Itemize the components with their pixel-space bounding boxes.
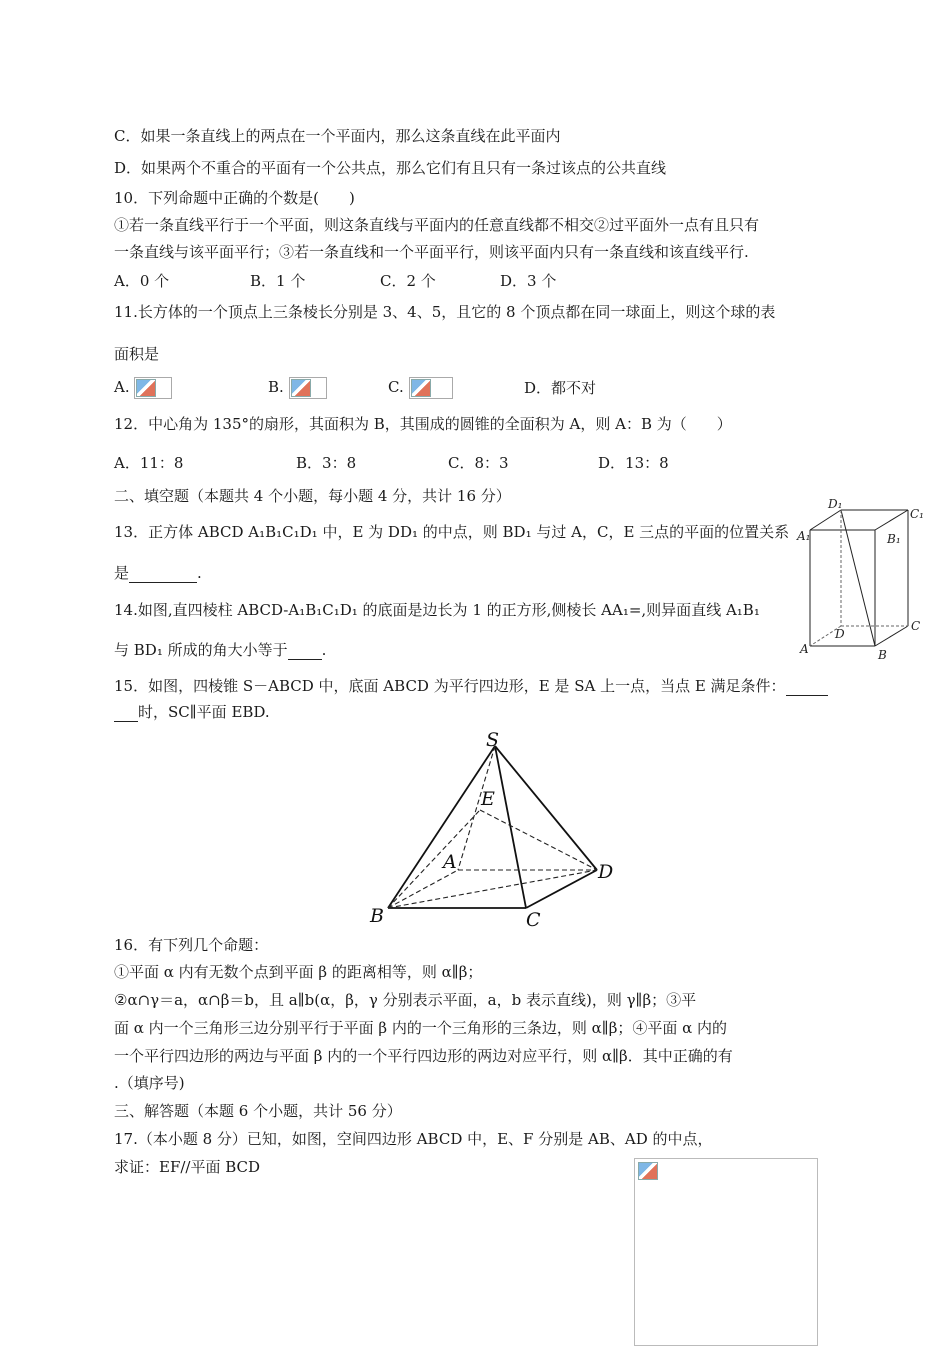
question-13-line-1: 13．正方体 ABCD A₁B₁C₁D₁ 中，E 为 DD₁ 的中点，则 BD₁ 与过 A，C，E 三点的平面的位置关系 [114, 523, 790, 541]
q11-option-d: D．都不对 [524, 379, 597, 397]
broken-image-icon [289, 377, 327, 399]
q11-option-b [268, 377, 327, 399]
q10-option-d: D．3 个 [500, 272, 557, 290]
prism-label-d: D [835, 627, 845, 641]
prism-label-c1: C₁ [910, 507, 924, 521]
question-10: 10．下列命题中正确的个数是( ) [114, 189, 355, 207]
question-12: 12．中心角为 135°的扇形，其面积为 B，其围成的圆锥的全面积为 A，则 A：B 为（ ） [114, 415, 732, 433]
q14-end: . [321, 641, 327, 659]
diagonal-bd-hidden [388, 870, 597, 908]
edge-sc [495, 746, 526, 908]
question-13-line-2 [114, 563, 202, 583]
q17-image-placeholder [634, 1158, 818, 1346]
edge-sd [495, 746, 597, 870]
q11-option-a-label: A. [114, 378, 130, 396]
q11-option-b-label: B. [268, 378, 284, 396]
q11-option-a [114, 377, 172, 399]
segment-be-hidden [388, 810, 480, 908]
q12-option-c: C．8：3 [448, 454, 509, 472]
q10-option-b: B．1 个 [250, 272, 306, 290]
broken-image-icon [409, 377, 453, 399]
option-d-text: D．如果两个不重合的平面有一个公共点，那么它们有且只有一条过该点的公共直线 [114, 159, 667, 177]
edge-d1a1 [810, 510, 841, 530]
prism-label-b1: B₁ [887, 532, 901, 546]
pyramid-label-b: B [370, 905, 384, 927]
q12-option-b: B．3：8 [296, 454, 357, 472]
edge-bc [875, 626, 908, 646]
question-14-line-2 [114, 640, 326, 660]
q14-text: 与 BD₁ 所成的角大小等于 [114, 641, 288, 659]
prism-label-a1: A₁ [797, 529, 811, 543]
q15-text-2: 时，SC∥平面 EBD. [138, 703, 270, 721]
pyramid-label-a: A [443, 851, 457, 873]
answer-blank[interactable] [114, 705, 138, 722]
broken-image-icon [637, 1161, 657, 1179]
question-16: 16．有下列几个命题： [114, 936, 269, 954]
q15-text: 15．如图，四棱锥 S－ABCD 中，底面 ABCD 为平行四边形，E 是 SA 上一点，当点 E 满足条件： [114, 677, 786, 695]
q13-text: 是 [114, 564, 130, 582]
edge-sb [388, 746, 495, 908]
question-16-line-1: ①平面 α 内有无数个点到平面 β 的距离相等，则 α∥β； [114, 963, 483, 981]
q11-option-c-label: C. [388, 378, 404, 396]
broken-image-icon [134, 377, 172, 399]
q12-option-a: A．11：8 [114, 454, 184, 472]
edge-ab-hidden [388, 870, 458, 908]
q12-option-d: D．13：8 [598, 454, 669, 472]
answer-blank[interactable] [786, 679, 828, 696]
prism-figure [790, 494, 930, 664]
question-17-line-1: 17.（本小题 8 分）已知，如图，空间四边形 ABCD 中，E、F 分别是 AB、AD 的中点， [114, 1130, 713, 1148]
pyramid-label-s: S [486, 729, 500, 751]
question-10-line-1: ①若一条直线平行于一个平面，则这条直线与平面内的任意直线都不相交②过平面外一点有且只有 [114, 216, 760, 234]
question-17-line-2: 求证：EF//平面 BCD [114, 1158, 261, 1176]
question-10-line-2: 一条直线与该平面平行；③若一条直线和一个平面平行，则该平面内只有一条直线和该直线平行. [114, 243, 749, 261]
question-11-line-1: 11.长方体的一个顶点上三条棱长分别是 3、4、5，且它的 8 个顶点都在同一球面上，则这个球的表 [114, 303, 776, 321]
q10-option-c: C．2 个 [380, 272, 436, 290]
segment-ed-hidden [480, 810, 597, 870]
q11-option-c [388, 377, 453, 399]
question-14-line-1: 14.如图,直四棱柱 ABCD-A₁B₁C₁D₁ 的底面是边长为 1 的正方形,侧棱长 AA₁=,则异面直线 A₁B₁ [114, 601, 760, 619]
option-c-text: C．如果一条直线上的两点在一个平面内，那么这条直线在此平面内 [114, 127, 561, 145]
q10-option-a: A．0 个 [114, 272, 170, 290]
question-16-line-4: 一个平行四边形的两边与平面 β 内的一个平行四边形的两边对应平行，则 α∥β．其中正确的有 [114, 1047, 733, 1065]
prism-label-a: A [800, 642, 809, 656]
question-16-line-5: .（填序号) [114, 1074, 185, 1092]
prism-label-b: B [878, 648, 887, 662]
section-2-heading: 二、填空题（本题共 4 个小题，每小题 4 分，共计 16 分） [114, 487, 511, 505]
prism-label-c: C [911, 619, 921, 633]
question-16-line-2: ②α∩γ＝a，α∩β＝b，且 a∥b(α，β，γ 分别表示平面，a，b 表示直线)，则 γ∥β；③平 [114, 991, 697, 1009]
q13-end: . [197, 564, 202, 582]
section-3-heading: 三、解答题（本题 6 个小题，共计 56 分） [114, 1102, 402, 1120]
edge-b1c1 [875, 510, 908, 530]
answer-blank[interactable] [288, 643, 322, 660]
question-15-line-2 [114, 702, 270, 722]
prism-label-d1: D₁ [828, 497, 843, 511]
edge-cd [526, 870, 597, 908]
pyramid-figure [360, 726, 630, 934]
question-11-line-2: 面积是 [114, 345, 160, 363]
pyramid-label-c: C [526, 909, 541, 931]
pyramid-label-e: E [481, 788, 495, 810]
pyramid-label-d: D [598, 861, 614, 883]
question-15-line-1 [114, 676, 828, 696]
question-16-line-3: 面 α 内一个三角形三边分别平行于平面 β 内的一个三角形的三条边，则 α∥β；④平面 α 内的 [114, 1019, 728, 1037]
answer-blank[interactable] [129, 566, 197, 583]
